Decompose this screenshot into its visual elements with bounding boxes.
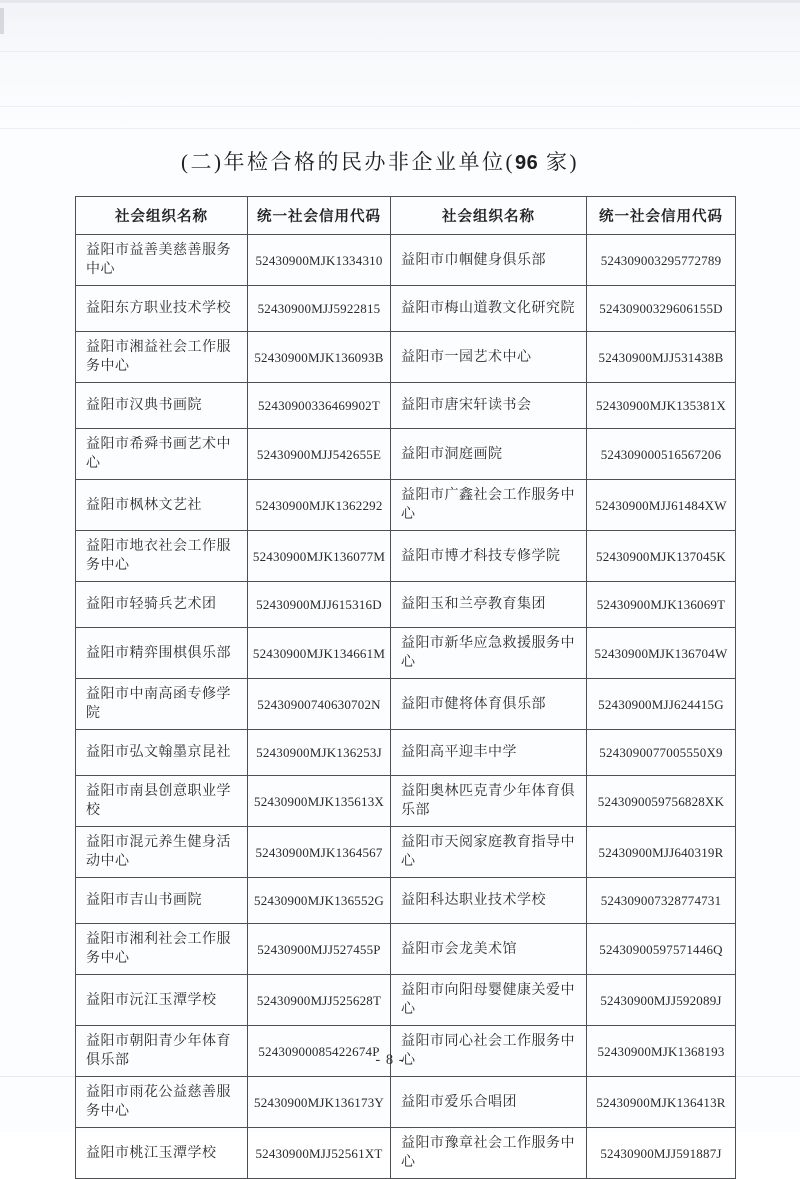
section-title-prefix: (二)年检合格的民办非企业单位(: [181, 150, 515, 174]
org-name-cell: 益阳科达职业技术学校: [391, 878, 587, 924]
organizations-table: [75, 196, 736, 1179]
org-name-cell: 益阳市益善美慈善服务中心: [76, 235, 248, 286]
org-name-cell: 益阳市博才科技专修学院: [391, 531, 587, 582]
credit-code-cell: 52430900MJK136253J: [248, 730, 391, 776]
org-name-cell: 益阳市巾帼健身俱乐部: [391, 235, 587, 286]
table-row: [76, 679, 736, 730]
credit-code-cell: 52430900MJK136069T: [587, 582, 736, 628]
credit-code-cell: 52430900MJJ525628T: [248, 975, 391, 1026]
credit-code-cell: 52430900MJJ640319R: [587, 827, 736, 878]
section-title-suffix: 家): [538, 150, 579, 174]
credit-code-cell: 52430900MJK1334310: [248, 235, 391, 286]
header-org-name-left: 社会组织名称: [76, 197, 248, 235]
org-name-cell: 益阳市混元养生健身活动中心: [76, 827, 248, 878]
org-name-cell: 益阳市梅山道教文化研究院: [391, 286, 587, 332]
credit-code-cell: 524309000516567206: [587, 429, 736, 480]
org-name-cell: 益阳市南县创意职业学校: [76, 776, 248, 827]
org-name-cell: 益阳市爱乐合唱团: [391, 1077, 587, 1128]
org-name-cell: 益阳市会龙美术馆: [391, 924, 587, 975]
scan-top-band: [0, 0, 800, 130]
org-name-cell: 益阳东方职业技术学校: [76, 286, 248, 332]
org-name-cell: 益阳市广鑫社会工作服务中心: [391, 480, 587, 531]
credit-code-cell: 5243090059756828XK: [587, 776, 736, 827]
table-row: [76, 827, 736, 878]
scan-edge-mark: [0, 8, 4, 34]
section-title-count: 96: [514, 152, 539, 174]
credit-code-cell: 52430900MJK135613X: [248, 776, 391, 827]
credit-code-cell: 52430900MJK1364567: [248, 827, 391, 878]
org-name-cell: 益阳市湘益社会工作服务中心: [76, 332, 248, 383]
org-name-cell: 益阳市吉山书画院: [76, 878, 248, 924]
org-name-cell: 益阳奥林匹克青少年体育俱乐部: [391, 776, 587, 827]
table-row: [76, 1128, 736, 1179]
credit-code-cell: 52430900MJJ61484XW: [587, 480, 736, 531]
page-number: - 8 -: [375, 1052, 405, 1068]
org-name-cell: 益阳市新华应急救援服务中心: [391, 628, 587, 679]
scan-hairline: [0, 51, 800, 52]
credit-code-cell: 52430900336469902T: [248, 383, 391, 429]
org-name-cell: 益阳市湘利社会工作服务中心: [76, 924, 248, 975]
org-name-cell: 益阳市向阳母婴健康关爱中心: [391, 975, 587, 1026]
table-row: [76, 730, 736, 776]
credit-code-cell: 52430900MJK136704W: [587, 628, 736, 679]
credit-code-cell: 52430900MJJ592089J: [587, 975, 736, 1026]
credit-code-cell: 524309007328774731: [587, 878, 736, 924]
org-name-cell: 益阳市希舜书画艺术中心: [76, 429, 248, 480]
credit-code-cell: 52430900MJK1368193: [587, 1026, 736, 1077]
scan-hairline: [0, 128, 800, 129]
org-name-cell: 益阳市健将体育俱乐部: [391, 679, 587, 730]
credit-code-cell: 52430900MJK136077M: [248, 531, 391, 582]
org-name-cell: 益阳市桃江玉潭学校: [76, 1128, 248, 1179]
table-row: [76, 924, 736, 975]
credit-code-cell: 524309003295772789: [587, 235, 736, 286]
table-row: [76, 582, 736, 628]
credit-code-cell: 52430900329606155D: [587, 286, 736, 332]
header-org-name-right: 社会组织名称: [391, 197, 587, 235]
org-name-cell: 益阳市豫章社会工作服务中心: [391, 1128, 587, 1179]
table-row: [76, 628, 736, 679]
credit-code-cell: 52430900085422674P: [248, 1026, 391, 1077]
table-row: [76, 531, 736, 582]
credit-code-cell: 52430900MJJ542655E: [248, 429, 391, 480]
section-title: [0, 146, 760, 176]
table-row: [76, 235, 736, 286]
credit-code-cell: 52430900MJK136173Y: [248, 1077, 391, 1128]
org-name-cell: 益阳市唐宋轩读书会: [391, 383, 587, 429]
credit-code-cell: 52430900MJJ5922815: [248, 286, 391, 332]
org-name-cell: 益阳市精弈围棋俱乐部: [76, 628, 248, 679]
org-name-cell: 益阳市沅江玉潭学校: [76, 975, 248, 1026]
table-row: [76, 975, 736, 1026]
org-name-cell: 益阳市洞庭画院: [391, 429, 587, 480]
credit-code-cell: 52430900MJK1362292: [248, 480, 391, 531]
org-name-cell: 益阳玉和兰亭教育集团: [391, 582, 587, 628]
org-name-cell: 益阳市雨花公益慈善服务中心: [76, 1077, 248, 1128]
credit-code-cell: 52430900MJK136413R: [587, 1077, 736, 1128]
table-header-row: [76, 197, 736, 235]
table-row: [76, 878, 736, 924]
org-name-cell: 益阳市枫林文艺社: [76, 480, 248, 531]
table-row: [76, 383, 736, 429]
credit-code-cell: 52430900740630702N: [248, 679, 391, 730]
org-name-cell: 益阳市中南高函专修学院: [76, 679, 248, 730]
org-name-cell: 益阳市一园艺术中心: [391, 332, 587, 383]
table-row: [76, 776, 736, 827]
scan-hairline: [0, 106, 800, 107]
credit-code-cell: 52430900MJJ531438B: [587, 332, 736, 383]
credit-code-cell: 52430900MJJ615316D: [248, 582, 391, 628]
credit-code-cell: 52430900MJK134661M: [248, 628, 391, 679]
org-name-cell: 益阳市朝阳青少年体育俱乐部: [76, 1026, 248, 1077]
credit-code-cell: 52430900MJK135381X: [587, 383, 736, 429]
credit-code-cell: 5243090077005550X9: [587, 730, 736, 776]
credit-code-cell: 52430900MJK136093B: [248, 332, 391, 383]
org-name-cell: 益阳市汉典书画院: [76, 383, 248, 429]
credit-code-cell: 52430900MJJ52561XT: [248, 1128, 391, 1179]
table-row: [76, 480, 736, 531]
credit-code-cell: 52430900MJJ624415G: [587, 679, 736, 730]
table-row: [76, 429, 736, 480]
scan-edge-line: [0, 0, 800, 3]
org-name-cell: 益阳市轻骑兵艺术团: [76, 582, 248, 628]
header-credit-code-left: 统一社会信用代码: [248, 197, 391, 235]
org-name-cell: 益阳市地衣社会工作服务中心: [76, 531, 248, 582]
table-row: [76, 332, 736, 383]
table-row: [76, 286, 736, 332]
credit-code-cell: 52430900597571446Q: [587, 924, 736, 975]
credit-code-cell: 52430900MJK137045K: [587, 531, 736, 582]
header-credit-code-right: 统一社会信用代码: [587, 197, 736, 235]
table-row: [76, 1077, 736, 1128]
credit-code-cell: 52430900MJK136552G: [248, 878, 391, 924]
credit-code-cell: 52430900MJJ591887J: [587, 1128, 736, 1179]
org-name-cell: 益阳市同心社会工作服务中心: [391, 1026, 587, 1077]
org-name-cell: 益阳高平迎丰中学: [391, 730, 587, 776]
org-name-cell: 益阳市弘文翰墨京昆社: [76, 730, 248, 776]
credit-code-cell: 52430900MJJ527455P: [248, 924, 391, 975]
org-name-cell: 益阳市天阅家庭教育指导中心: [391, 827, 587, 878]
